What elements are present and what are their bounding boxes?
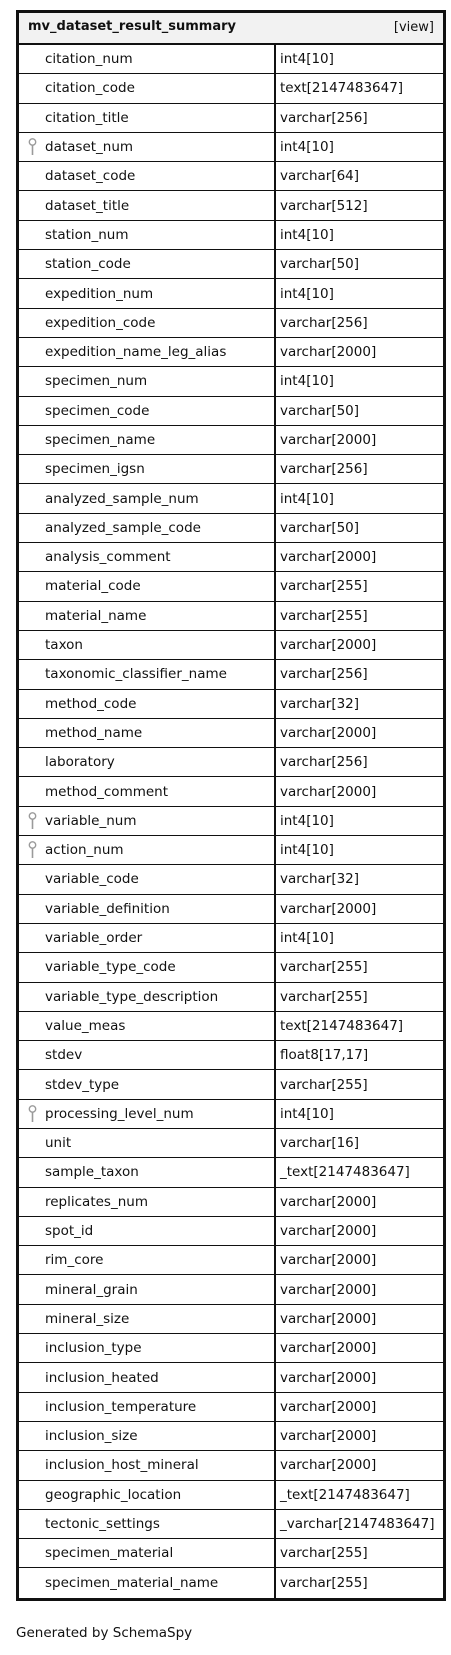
- column-name: spot_id: [45, 1223, 94, 1240]
- column-name: citation_num: [45, 51, 133, 68]
- column-name-cell: [19, 455, 276, 483]
- column-type: varchar[256]: [280, 754, 368, 771]
- column-type: varchar[32]: [280, 871, 360, 888]
- column-row: [19, 807, 443, 836]
- column-name: variable_num: [45, 812, 137, 829]
- column-name-cell: [19, 221, 276, 249]
- column-name: mineral_grain: [45, 1281, 138, 1298]
- column-type: int4[10]: [280, 51, 334, 68]
- column-row: [19, 1188, 443, 1217]
- column-name: unit: [45, 1135, 72, 1152]
- column-type: varchar[255]: [280, 1545, 368, 1562]
- column-row: [19, 1305, 443, 1334]
- column-name-cell: [19, 690, 276, 718]
- table-name: mv_dataset_result_summary: [28, 19, 236, 34]
- column-name-cell: [19, 1041, 276, 1069]
- column-row: [19, 191, 443, 220]
- column-type: varchar[2000]: [280, 1281, 377, 1298]
- column-name: taxonomic_classifier_name: [45, 666, 227, 683]
- column-type: varchar[255]: [280, 1575, 368, 1592]
- column-row: [19, 543, 443, 572]
- column-name: analyzed_sample_code: [45, 519, 201, 536]
- table-header: [19, 13, 443, 45]
- column-name-cell: [19, 924, 276, 952]
- column-row: [19, 953, 443, 982]
- column-name-cell: [19, 1539, 276, 1567]
- column-name: method_code: [45, 695, 137, 712]
- column-name: variable_code: [45, 871, 139, 888]
- column-name-cell: [19, 983, 276, 1011]
- column-row: [19, 455, 443, 484]
- column-type: varchar[2000]: [280, 549, 377, 566]
- column-name-cell: [19, 1275, 276, 1303]
- column-row: [19, 279, 443, 308]
- column-type: varchar[2000]: [280, 1369, 377, 1386]
- column-name-cell: [19, 74, 276, 102]
- column-type: varchar[255]: [280, 578, 368, 595]
- column-name-cell: [19, 133, 276, 161]
- column-row: [19, 1012, 443, 1041]
- column-name: material_name: [45, 607, 147, 624]
- column-row: [19, 221, 443, 250]
- column-type: _text[2147483647]: [280, 1164, 410, 1181]
- column-name: stdev: [45, 1047, 83, 1064]
- column-type: int4[10]: [280, 842, 334, 859]
- column-name-cell: [19, 1334, 276, 1362]
- column-row: [19, 748, 443, 777]
- column-type: varchar[2000]: [280, 1223, 377, 1240]
- column-type: varchar[512]: [280, 197, 368, 214]
- column-name: dataset_num: [45, 139, 134, 156]
- column-name-cell: [19, 309, 276, 337]
- column-name: geographic_location: [45, 1486, 182, 1503]
- column-name: citation_code: [45, 80, 135, 97]
- column-type: int4[10]: [280, 812, 334, 829]
- column-row: [19, 660, 443, 689]
- column-type: varchar[2000]: [280, 1457, 377, 1474]
- column-row: [19, 338, 443, 367]
- column-row: [19, 1510, 443, 1539]
- column-list: [19, 45, 443, 1598]
- column-row: [19, 1363, 443, 1392]
- column-name: processing_level_num: [45, 1105, 194, 1122]
- column-type: varchar[2000]: [280, 1398, 377, 1415]
- column-type: int4[10]: [280, 285, 334, 302]
- column-name: inclusion_type: [45, 1340, 142, 1357]
- column-type: varchar[255]: [280, 959, 368, 976]
- column-name-cell: [19, 895, 276, 923]
- column-name-cell: [19, 367, 276, 395]
- column-name-cell: [19, 1012, 276, 1040]
- column-row: [19, 1539, 443, 1568]
- column-row: [19, 426, 443, 455]
- key-icon: [28, 812, 37, 830]
- column-row: [19, 1246, 443, 1275]
- column-name: dataset_title: [45, 197, 130, 214]
- column-type: int4[10]: [280, 490, 334, 507]
- column-type: int4[10]: [280, 139, 334, 156]
- column-row: [19, 865, 443, 894]
- column-row: [19, 45, 443, 74]
- column-name-cell: [19, 1070, 276, 1098]
- column-name: variable_type_code: [45, 959, 176, 976]
- column-type: varchar[255]: [280, 1076, 368, 1093]
- column-row: [19, 602, 443, 631]
- column-type: varchar[50]: [280, 402, 360, 419]
- column-type: varchar[50]: [280, 519, 360, 536]
- column-type: varchar[256]: [280, 109, 368, 126]
- column-name-cell: [19, 45, 276, 73]
- column-name: inclusion_size: [45, 1428, 138, 1445]
- column-name-cell: [19, 631, 276, 659]
- column-name: inclusion_temperature: [45, 1398, 197, 1415]
- column-row: [19, 1129, 443, 1158]
- column-name: action_num: [45, 842, 124, 859]
- column-name: tectonic_settings: [45, 1515, 160, 1532]
- generated-by-footer: Generated by SchemaSpy: [16, 1625, 193, 1641]
- key-icon: [28, 1105, 37, 1123]
- column-row: [19, 1481, 443, 1510]
- column-name: mineral_size: [45, 1310, 130, 1327]
- column-name: inclusion_heated: [45, 1369, 159, 1386]
- column-name: material_code: [45, 578, 141, 595]
- column-name-cell: [19, 660, 276, 688]
- table-kind: [view]: [393, 20, 434, 35]
- column-name-cell: [19, 1246, 276, 1274]
- column-row: [19, 924, 443, 953]
- column-type: varchar[2000]: [280, 1428, 377, 1445]
- column-name-cell: [19, 1100, 276, 1128]
- column-type: int4[10]: [280, 373, 334, 390]
- column-name-cell: [19, 426, 276, 454]
- column-type: text[2147483647]: [280, 1017, 404, 1034]
- column-name: specimen_igsn: [45, 461, 145, 478]
- column-row: [19, 1393, 443, 1422]
- column-name-cell: [19, 104, 276, 132]
- column-name-cell: [19, 162, 276, 190]
- column-name: variable_order: [45, 930, 143, 947]
- column-row: [19, 572, 443, 601]
- column-type: varchar[50]: [280, 256, 360, 273]
- column-row: [19, 1070, 443, 1099]
- column-row: [19, 133, 443, 162]
- column-row: [19, 74, 443, 103]
- column-name: specimen_code: [45, 402, 150, 419]
- column-name: inclusion_host_mineral: [45, 1457, 199, 1474]
- column-row: [19, 1275, 443, 1304]
- table-node: [16, 10, 446, 1601]
- column-type: int4[10]: [280, 930, 334, 947]
- column-row: [19, 836, 443, 865]
- column-row: [19, 309, 443, 338]
- column-type: _text[2147483647]: [280, 1486, 410, 1503]
- column-type: varchar[2000]: [280, 344, 377, 361]
- column-row: [19, 104, 443, 133]
- column-name-cell: [19, 1129, 276, 1157]
- column-name: replicates_num: [45, 1193, 148, 1210]
- column-name-cell: [19, 1568, 276, 1597]
- column-name-cell: [19, 1217, 276, 1245]
- column-type: _varchar[2147483647]: [280, 1515, 435, 1532]
- column-name-cell: [19, 719, 276, 747]
- column-name: analysis_comment: [45, 549, 171, 566]
- column-name: method_name: [45, 724, 143, 741]
- column-name-cell: [19, 807, 276, 835]
- column-row: [19, 484, 443, 513]
- column-type: varchar[2000]: [280, 432, 377, 448]
- column-name-cell: [19, 748, 276, 776]
- column-type: varchar[2000]: [280, 724, 377, 741]
- key-icon: [28, 841, 37, 859]
- column-row: [19, 397, 443, 426]
- column-row: [19, 1568, 443, 1597]
- column-row: [19, 514, 443, 543]
- column-name-cell: [19, 514, 276, 542]
- column-name-cell: [19, 777, 276, 805]
- column-name: sample_taxon: [45, 1164, 139, 1181]
- column-type: varchar[256]: [280, 314, 368, 331]
- column-name-cell: [19, 191, 276, 219]
- column-name: specimen_num: [45, 373, 148, 390]
- column-name: station_code: [45, 256, 131, 273]
- column-type: varchar[2000]: [280, 1310, 377, 1327]
- column-row: [19, 719, 443, 748]
- column-name: station_num: [45, 226, 129, 243]
- column-row: [19, 162, 443, 191]
- column-row: [19, 1334, 443, 1363]
- column-type: varchar[255]: [280, 607, 368, 624]
- column-name: stdev_type: [45, 1076, 120, 1093]
- column-row: [19, 250, 443, 279]
- column-name-cell: [19, 338, 276, 366]
- column-name-cell: [19, 1363, 276, 1391]
- column-row: [19, 631, 443, 660]
- column-type: varchar[2000]: [280, 1193, 377, 1210]
- column-name-cell: [19, 250, 276, 278]
- key-icon: [28, 138, 37, 156]
- column-type: varchar[2000]: [280, 900, 377, 917]
- column-name-cell: [19, 602, 276, 630]
- column-name-cell: [19, 1481, 276, 1509]
- column-name: citation_title: [45, 109, 129, 126]
- column-name: analyzed_sample_num: [45, 490, 199, 507]
- column-name-cell: [19, 1158, 276, 1186]
- column-name: rim_core: [45, 1252, 104, 1269]
- column-type: varchar[256]: [280, 461, 368, 478]
- column-row: [19, 1041, 443, 1070]
- column-name: specimen_material_name: [45, 1575, 219, 1592]
- column-type: varchar[2000]: [280, 1340, 377, 1357]
- column-name-cell: [19, 397, 276, 425]
- column-type: int4[10]: [280, 1105, 334, 1122]
- column-name: laboratory: [45, 754, 115, 771]
- column-row: [19, 1158, 443, 1187]
- column-name-cell: [19, 1305, 276, 1333]
- column-name: dataset_code: [45, 168, 136, 185]
- column-row: [19, 1217, 443, 1246]
- column-type: int4[10]: [280, 226, 334, 243]
- column-name-cell: [19, 484, 276, 512]
- column-name-cell: [19, 572, 276, 600]
- column-type: varchar[2000]: [280, 1252, 377, 1269]
- column-name: expedition_num: [45, 285, 154, 302]
- column-name: variable_definition: [45, 900, 170, 917]
- column-name-cell: [19, 1510, 276, 1538]
- column-name: specimen_name: [45, 432, 156, 448]
- column-name-cell: [19, 865, 276, 893]
- column-row: [19, 367, 443, 396]
- column-name: expedition_name_leg_alias: [45, 344, 227, 361]
- column-name-cell: [19, 543, 276, 571]
- column-name-cell: [19, 836, 276, 864]
- column-name: variable_type_description: [45, 988, 219, 1005]
- column-name-cell: [19, 279, 276, 307]
- column-name-cell: [19, 1422, 276, 1450]
- column-name-cell: [19, 1188, 276, 1216]
- column-name-cell: [19, 1451, 276, 1479]
- column-type: varchar[32]: [280, 695, 360, 712]
- column-row: [19, 1451, 443, 1480]
- column-type: varchar[2000]: [280, 783, 377, 800]
- column-type: float8[17,17]: [280, 1047, 369, 1064]
- column-row: [19, 1422, 443, 1451]
- column-name: expedition_code: [45, 314, 156, 331]
- column-name: method_comment: [45, 783, 169, 800]
- column-type: text[2147483647]: [280, 80, 404, 97]
- column-name: taxon: [45, 637, 83, 654]
- column-row: [19, 690, 443, 719]
- column-name-cell: [19, 953, 276, 981]
- column-row: [19, 983, 443, 1012]
- column-type: varchar[64]: [280, 168, 360, 185]
- column-name: value_meas: [45, 1017, 126, 1034]
- column-type: varchar[256]: [280, 666, 368, 683]
- column-row: [19, 1100, 443, 1129]
- column-name-cell: [19, 1393, 276, 1421]
- column-type: varchar[16]: [280, 1135, 360, 1152]
- column-row: [19, 895, 443, 924]
- column-name: specimen_material: [45, 1545, 174, 1562]
- column-type: varchar[255]: [280, 988, 368, 1005]
- column-type: varchar[2000]: [280, 637, 377, 654]
- column-row: [19, 777, 443, 806]
